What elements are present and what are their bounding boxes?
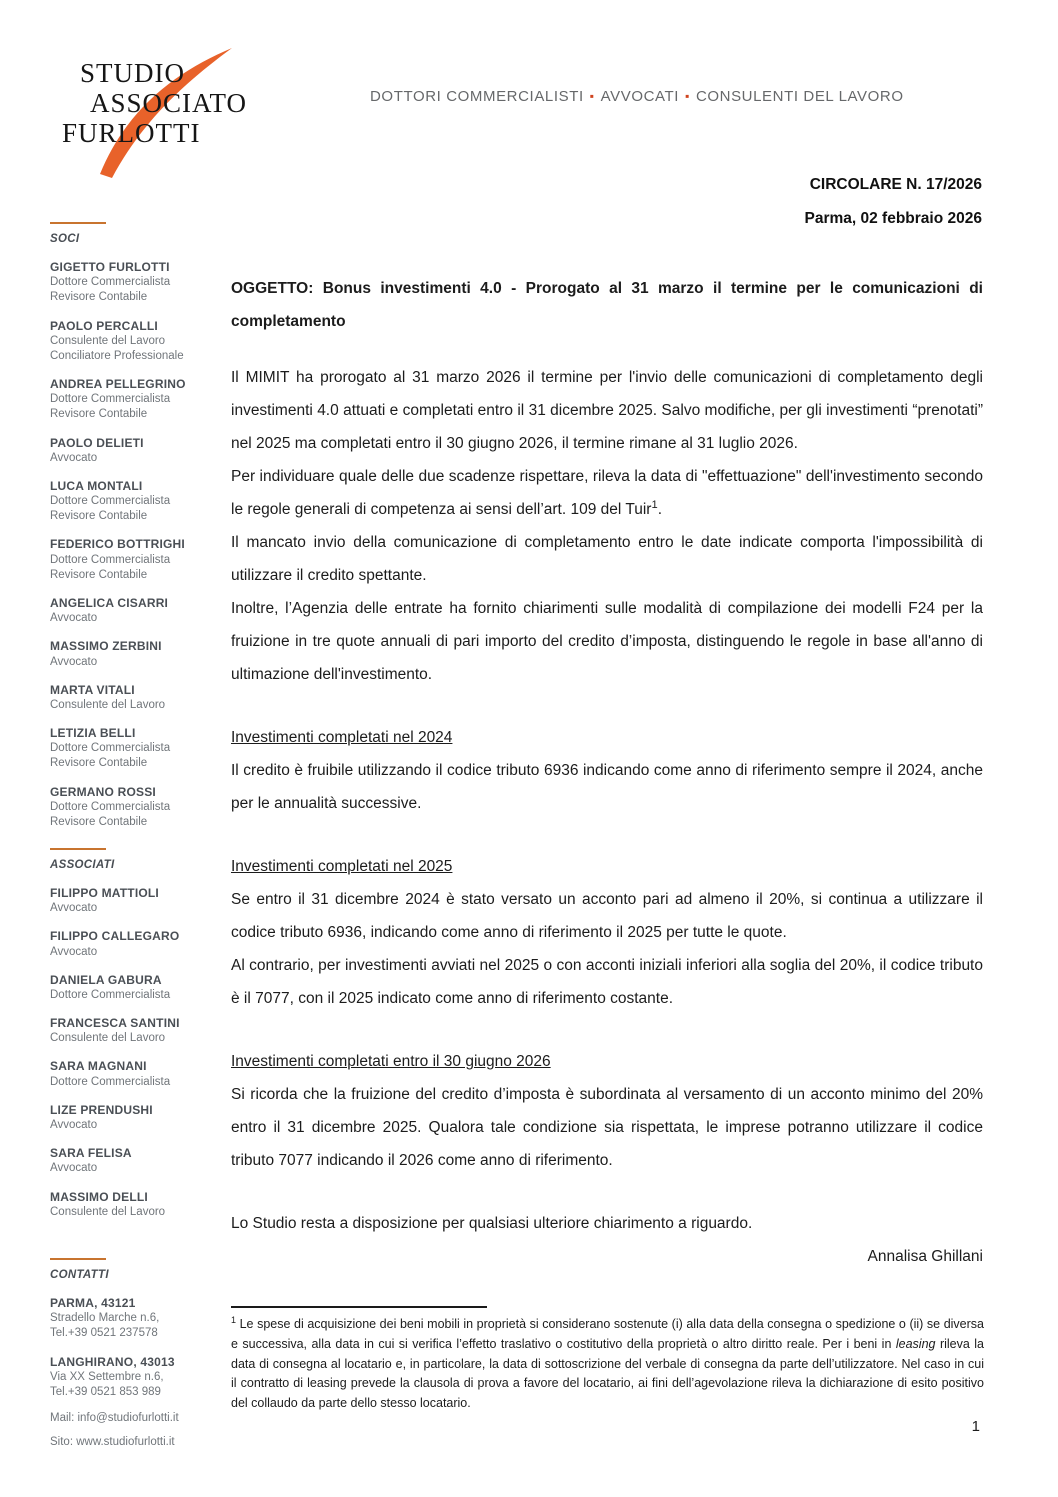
associate-entry xyxy=(50,1145,220,1176)
tagline-avvocati: AVVOCATI xyxy=(600,88,680,105)
partner-entry xyxy=(50,784,220,831)
partner-name: LUCA MONTALI xyxy=(50,478,143,493)
tagline-consulenti: CONSULENTI DEL LAVORO xyxy=(695,88,904,105)
partner-role: Dottore Commercialista xyxy=(50,553,171,566)
section-heading-2026: Investimenti completati entro il 30 giugno 2026 xyxy=(231,1053,551,1070)
partner-name: MARTA VITALI xyxy=(50,682,135,697)
paragraph-2024: Il credito è fruibile utilizzando il codice tributo 6936 indicando come anno di riferimento sempre il 2024, anche per le annualità successive. xyxy=(231,762,983,812)
partner-role: Dottore Commercialista xyxy=(50,276,171,289)
associate-name: DANIELA GABURA xyxy=(50,972,162,987)
partner-role: Dottore Commercialista xyxy=(50,800,171,813)
partner-name: GERMANO ROSSI xyxy=(50,784,156,799)
associate-role: Consulente del Lavoro xyxy=(50,1032,166,1045)
associate-role: Avvocato xyxy=(50,902,98,915)
partner-role: Avvocato xyxy=(50,612,98,625)
associate-entry xyxy=(50,1058,220,1089)
associate-name: LIZE PRENDUSHI xyxy=(50,1102,153,1117)
sito-line: Sito: www.studiofurlotti.it xyxy=(50,1436,175,1449)
page-number: 1 xyxy=(971,1418,980,1435)
associate-entry xyxy=(50,1102,220,1133)
office-city: LANGHIRANO, 43013 xyxy=(50,1354,175,1369)
footnote-part-2: rileva la data di consegna al locatario e, in particolare, la data di sottoscrizione del verbale di consegna da parte dell’utilizzatore. Nel caso in cui il contratto di leasing prevede la clausola di prova a favore del locatario, ai fini dell’agevolazione rileva la dichiarazione di esito positivo del collaudo da parte dello stesso locatario. xyxy=(231,1336,985,1410)
footnote-number: 1 xyxy=(231,1314,237,1325)
sidebar-soci-section xyxy=(50,222,220,842)
section-divider xyxy=(50,1258,106,1260)
partner-role: Conciliatore Professionale xyxy=(50,349,184,362)
partner-role: Revisore Contabile xyxy=(50,291,148,304)
section-divider xyxy=(50,222,106,224)
associate-entry xyxy=(50,1015,220,1046)
partner-entry xyxy=(50,682,220,713)
body-paragraph-4: Inoltre, l’Agenzia delle entrate ha fornito chiarimenti sulle modalità di compilazione dei modelli F24 per la fruizione in tre quote annuali di pari importo del credito d’imposta, distinguendo le regole in base all'anno di ultimazione dell'investimento. xyxy=(231,600,983,683)
associate-name: MASSIMO DELLI xyxy=(50,1189,148,1204)
footnote-ref: 1 xyxy=(651,498,658,511)
partner-name: FEDERICO BOTTRIGHI xyxy=(50,537,185,552)
circolare-number: CIRCOLARE N. 17/2026 xyxy=(809,176,982,193)
partner-role: Consulente del Lavoro xyxy=(50,698,166,711)
partner-entry xyxy=(50,318,220,365)
studio-logo xyxy=(62,58,282,188)
office-phone: Tel.+39 0521 853 989 xyxy=(50,1385,161,1398)
footnote-divider xyxy=(231,1306,487,1308)
document-date: Parma, 02 febbraio 2026 xyxy=(804,210,982,227)
footnote-part-1: Le spese di acquisizione dei beni mobili in proprietà si considerano sostenute (i) alla data della consegna o spedizione o (ii) se diversa e successiva, alla data in cui si verifica l’effetto traslativo o costitutivo della proprietà o altro diritto reale. Per i beni in xyxy=(231,1317,984,1351)
associate-name: FILIPPO CALLEGARO xyxy=(50,929,180,944)
partner-role: Revisore Contabile xyxy=(50,408,148,421)
associate-name: SARA FELISA xyxy=(50,1146,132,1161)
partner-role: Revisore Contabile xyxy=(50,815,148,828)
partner-name: MASSIMO ZERBINI xyxy=(50,639,162,654)
paragraph-2025-b: Al contrario, per investimenti avviati nel 2025 o con acconti iniziali inferiori alla soglia del 20%, il codice tributo è il 7077, con il 2025 indicato come anno di riferimento costante. xyxy=(231,957,983,1007)
section-heading-2025: Investimenti completati nel 2025 xyxy=(231,858,453,875)
associate-role: Dottore Commercialista xyxy=(50,1075,171,1088)
closing-paragraph: Lo Studio resta a disposizione per qualsiasi ulteriore chiarimento a riguardo. xyxy=(231,1215,753,1232)
office-phone: Tel.+39 0521 237578 xyxy=(50,1327,158,1340)
section-divider xyxy=(50,848,106,850)
partner-entry xyxy=(50,725,220,772)
partner-entry xyxy=(50,638,220,669)
paragraph-2026: Si ricorda che la fruizione del credito d’imposta è subordinata al versamento di un acconto minimo del 20% entro il 31 dicembre 2025. Qualora tale condizione sia rispettata, le imprese potranno utilizzare il codice tributo 7077 indicando il 2026 come anno di riferimento. xyxy=(231,1086,983,1169)
body-paragraph-2 xyxy=(231,460,983,526)
partner-role: Revisore Contabile xyxy=(50,757,148,770)
letter-body xyxy=(231,272,983,1273)
associate-entry xyxy=(50,885,220,916)
associate-entry xyxy=(50,972,220,1003)
partner-entry xyxy=(50,435,220,466)
partner-entry xyxy=(50,595,220,626)
partner-name: LETIZIA BELLI xyxy=(50,726,136,741)
logo-line-2: ASSOCIATO xyxy=(90,88,248,119)
office-entry xyxy=(50,1354,220,1401)
body-paragraph-2-end: . xyxy=(657,501,662,518)
partner-role: Avvocato xyxy=(50,655,98,668)
partner-name: PAOLO DELIETI xyxy=(50,435,144,450)
partner-name: GIGETTO FURLOTTI xyxy=(50,260,170,274)
partner-role: Revisore Contabile xyxy=(50,568,148,581)
footnote-block xyxy=(231,1306,984,1414)
sidebar-associati-section xyxy=(50,848,220,1232)
partner-entry xyxy=(50,259,220,306)
partner-entry xyxy=(50,376,220,423)
logo-line-3: FURLOTTI xyxy=(62,118,201,149)
sidebar-contatti-section xyxy=(50,1258,220,1448)
partner-role: Avvocato xyxy=(50,451,98,464)
partner-role: Consulente del Lavoro xyxy=(50,334,166,347)
paragraph-2025-a: Se entro il 31 dicembre 2024 è stato versato un acconto pari ad almeno il 20%, si continua a utilizzare il codice tributo 6936, indicando come anno di riferimento il 2025 per tutte le quote. xyxy=(231,891,983,941)
partner-name: ANGELICA CISARRI xyxy=(50,596,169,611)
body-paragraph-2-text: Per individuare quale delle due scadenze rispettare, rileva la data di "effettuazione" dell'investimento secondo le regole generali di competenza ai sensi dell’art. 109 del Tuir xyxy=(231,468,983,518)
office-entry xyxy=(50,1295,220,1342)
tagline-commercialisti: DOTTORI COMMERCIALISTI xyxy=(370,88,584,105)
partner-role: Dottore Commercialista xyxy=(50,742,171,755)
partner-name: ANDREA PELLEGRINO xyxy=(50,377,186,392)
contatti-label: CONTATTI xyxy=(50,1269,109,1281)
associate-entry xyxy=(50,928,220,959)
section-heading-2024: Investimenti completati nel 2024 xyxy=(231,729,453,746)
partner-role: Dottore Commercialista xyxy=(50,495,171,508)
associate-role: Dottore Commercialista xyxy=(50,988,171,1001)
mail-line: Mail: info@studiofurlotti.it xyxy=(50,1412,179,1425)
office-address: Stradello Marche n.6, xyxy=(50,1312,160,1325)
associate-role: Avvocato xyxy=(50,1162,98,1175)
partner-entry xyxy=(50,478,220,525)
body-paragraph-1: Il MIMIT ha prorogato al 31 marzo 2026 il termine per l'invio delle comunicazioni di completamento degli investimenti 4.0 attuati e completati entro il 31 dicembre 2025. Salvo modifiche, per gli investimenti “prenotati” nel 2025 ma completati entro il 30 giugno 2026, il termine rimane al 31 luglio 2026. xyxy=(231,369,983,452)
office-address: Via XX Settembre n.6, xyxy=(50,1370,164,1383)
associate-role: Avvocato xyxy=(50,1118,98,1131)
partner-role: Dottore Commercialista xyxy=(50,393,171,406)
body-paragraph-3: Il mancato invio della comunicazione di completamento entro le date indicate comporta l'impossibilità di utilizzare il credito spettante. xyxy=(231,534,983,584)
document-meta xyxy=(805,176,983,228)
partner-name: PAOLO PERCALLI xyxy=(50,318,158,333)
partner-role: Revisore Contabile xyxy=(50,510,148,523)
partner-entry xyxy=(50,536,220,583)
footnote-text xyxy=(231,1315,984,1414)
associate-role: Avvocato xyxy=(50,945,98,958)
oggetto-paragraph: OGGETTO: Bonus investimenti 4.0 - Prorogato al 31 marzo il termine per le comunicazioni di completamento xyxy=(231,280,983,330)
soci-label: SOCI xyxy=(50,233,80,245)
signature: Annalisa Ghillani xyxy=(867,1248,983,1265)
tagline-bullet-icon: ▪ xyxy=(589,89,595,103)
office-city: PARMA, 43121 xyxy=(50,1296,136,1310)
logo-line-1: STUDIO xyxy=(80,58,185,88)
associati-label: ASSOCIATI xyxy=(50,859,115,871)
firm-tagline xyxy=(370,88,904,105)
associate-name: FRANCESCA SANTINI xyxy=(50,1016,180,1031)
tagline-bullet-icon: ▪ xyxy=(685,89,690,103)
footnote-leasing-term: leasing xyxy=(895,1336,936,1351)
associate-name: SARA MAGNANI xyxy=(50,1059,147,1074)
associate-name: FILIPPO MATTIOLI xyxy=(50,886,159,900)
associate-role: Consulente del Lavoro xyxy=(50,1205,166,1218)
associate-entry xyxy=(50,1189,220,1220)
